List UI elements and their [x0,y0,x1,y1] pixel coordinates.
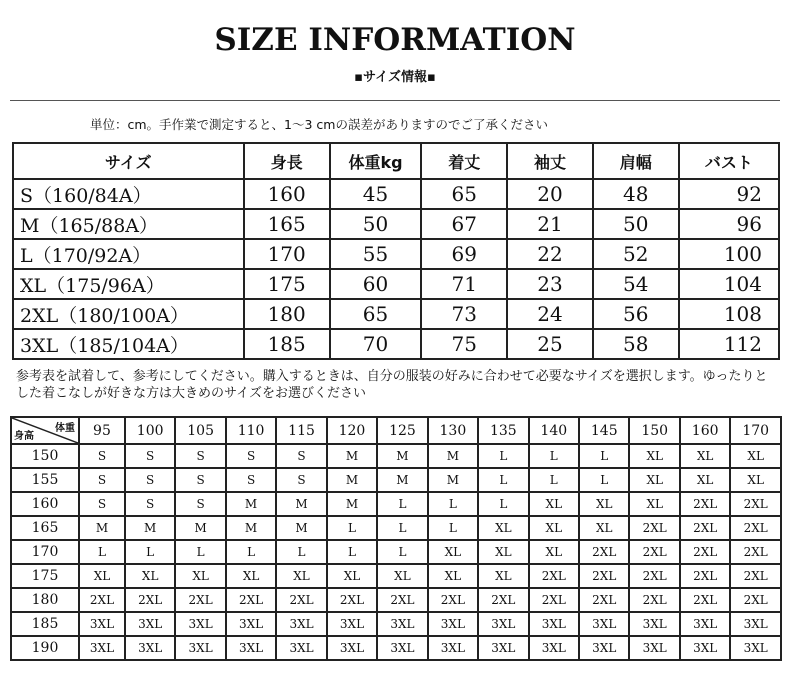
fit-size-cell: L [327,540,377,564]
fit-size-cell: M [428,444,478,468]
fit-size-cell: S [175,468,225,492]
page-title: SIZE INFORMATION [214,22,576,58]
size-table-row [13,239,779,269]
fit-size-cell: L [428,516,478,540]
fit-size-cell: XL [428,564,478,588]
size-value-cell: 20 [507,179,593,209]
fit-size-cell: M [79,516,125,540]
fit-size-cell: S [276,444,326,468]
size-value-cell: 55 [330,239,422,269]
fit-size-cell: 3XL [327,636,377,660]
size-name-cell: XL（175/96A） [13,269,244,299]
fit-size-cell: XL [579,516,629,540]
size-value-cell: 52 [593,239,679,269]
size-value-cell: 60 [330,269,422,299]
size-value-cell: 54 [593,269,679,299]
fit-size-cell: 3XL [125,612,175,636]
fit-size-cell: L [276,540,326,564]
weight-column-header: 95 [79,417,125,444]
fit-size-cell: XL [428,540,478,564]
fit-size-cell: XL [629,444,679,468]
fit-table-row [11,588,781,612]
size-value-cell: 22 [507,239,593,269]
fit-size-cell: M [276,492,326,516]
fit-size-cell: L [175,540,225,564]
weight-column-header: 150 [629,417,679,444]
fit-size-cell: L [428,492,478,516]
fit-size-cell: L [579,468,629,492]
fit-table-row [11,444,781,468]
size-value-cell: 160 [244,179,330,209]
size-value-cell: 71 [421,269,507,299]
fit-table-row [11,540,781,564]
weight-column-header: 145 [579,417,629,444]
fit-size-cell: 3XL [276,636,326,660]
fit-size-cell: 2XL [629,588,679,612]
fit-size-cell: 3XL [680,636,730,660]
weight-column-header: 130 [428,417,478,444]
fit-size-cell: 2XL [680,564,730,588]
size-table-column-header: バスト [679,143,779,179]
fit-size-cell: 2XL [226,588,276,612]
weight-column-header: 170 [730,417,781,444]
size-table [12,142,780,360]
fit-size-cell: 2XL [79,588,125,612]
fit-size-cell: XL [125,564,175,588]
fit-size-cell: 3XL [226,636,276,660]
fit-size-cell: L [579,444,629,468]
size-table-column-header: 肩幅 [593,143,679,179]
fit-size-cell: M [327,444,377,468]
height-row-header: 150 [11,444,79,468]
fit-table-corner [11,417,79,444]
size-table-column-header: 身長 [244,143,330,179]
fit-size-cell: XL [730,444,781,468]
size-value-cell: 45 [330,179,422,209]
size-value-cell: 50 [593,209,679,239]
fit-size-cell: S [226,444,276,468]
size-value-cell: 104 [679,269,779,299]
fitting-note: 参考表を試着して、参考にしてください。購入するときは、自分の服装の好みに合わせて必要なサイズを選択します。ゆったりとした着こなしが好きな方は大きめのサイズをお選びください [16,369,768,401]
fit-size-cell: XL [629,468,679,492]
fit-size-cell: S [79,468,125,492]
fit-size-cell: XL [579,492,629,516]
size-value-cell: 175 [244,269,330,299]
size-value-cell: 165 [244,209,330,239]
weight-column-header: 110 [226,417,276,444]
fit-size-cell: M [377,444,427,468]
fit-size-cell: 3XL [226,612,276,636]
size-value-cell: 56 [593,299,679,329]
fit-size-cell: S [125,444,175,468]
fit-size-cell: M [327,468,377,492]
size-value-cell: 112 [679,329,779,359]
size-value-cell: 100 [679,239,779,269]
fit-size-cell: 3XL [529,612,579,636]
size-value-cell: 69 [421,239,507,269]
fit-size-cell: XL [327,564,377,588]
fit-size-cell: S [276,468,326,492]
size-table-row [13,329,779,359]
fit-size-cell: XL [680,444,730,468]
fit-size-cell: 3XL [730,612,781,636]
size-value-cell: 65 [330,299,422,329]
weight-column-header: 115 [276,417,326,444]
fit-size-cell: 3XL [377,612,427,636]
fit-size-cell: 2XL [478,588,528,612]
fit-size-cell: L [125,540,175,564]
fit-size-cell: 3XL [428,612,478,636]
divider [10,100,780,101]
fit-size-cell: XL [680,468,730,492]
weight-column-header: 120 [327,417,377,444]
size-value-cell: 70 [330,329,422,359]
size-value-cell: 48 [593,179,679,209]
size-value-cell: 96 [679,209,779,239]
fit-size-cell: 2XL [730,540,781,564]
fit-size-cell: 2XL [629,540,679,564]
size-value-cell: 67 [421,209,507,239]
fit-size-cell: 3XL [79,612,125,636]
fit-size-cell: XL [478,516,528,540]
fit-size-cell: 3XL [175,612,225,636]
page-subtitle: ▪サイズ情報▪ [354,70,436,85]
fit-size-cell: 3XL [730,636,781,660]
fit-size-cell: 2XL [428,588,478,612]
fit-size-cell: 2XL [529,588,579,612]
size-table-row [13,209,779,239]
size-table-row [13,269,779,299]
fit-size-cell: 2XL [529,564,579,588]
fit-table-row [11,516,781,540]
size-value-cell: 108 [679,299,779,329]
weight-column-header: 160 [680,417,730,444]
fit-size-cell: M [175,516,225,540]
fit-size-cell: 2XL [276,588,326,612]
height-row-header: 155 [11,468,79,492]
fit-size-cell: S [79,444,125,468]
fit-size-cell: 3XL [125,636,175,660]
fit-size-cell: XL [478,564,528,588]
fit-size-cell: 2XL [377,588,427,612]
fit-size-cell: L [79,540,125,564]
fit-size-cell: XL [529,516,579,540]
fit-size-cell: M [276,516,326,540]
fit-size-cell: L [377,516,427,540]
fit-size-cell: S [125,492,175,516]
fit-size-cell: 2XL [680,540,730,564]
fit-size-cell: XL [629,492,679,516]
size-value-cell: 50 [330,209,422,239]
size-value-cell: 25 [507,329,593,359]
size-value-cell: 75 [421,329,507,359]
fit-size-cell: S [175,444,225,468]
fit-size-cell: 3XL [478,612,528,636]
fit-table-row [11,468,781,492]
fit-size-cell: 3XL [529,636,579,660]
fit-size-cell: 2XL [579,564,629,588]
fit-size-cell: XL [478,540,528,564]
fit-size-cell: XL [730,468,781,492]
fit-size-cell: L [529,444,579,468]
size-table-column-header: サイズ [13,143,244,179]
height-row-header: 175 [11,564,79,588]
fit-size-cell: 3XL [377,636,427,660]
fit-size-cell: M [226,492,276,516]
fit-size-cell: S [226,468,276,492]
fit-table [10,416,782,661]
fit-size-cell: 2XL [680,492,730,516]
fit-size-cell: 3XL [327,612,377,636]
fit-size-cell: 2XL [680,516,730,540]
fit-size-cell: L [327,516,377,540]
fit-size-cell: L [529,468,579,492]
size-value-cell: 23 [507,269,593,299]
height-row-header: 165 [11,516,79,540]
weight-column-header: 100 [125,417,175,444]
corner-height-label: 身高 [14,431,34,442]
fit-table-header [11,417,781,444]
fit-size-cell: 2XL [175,588,225,612]
fit-size-cell: L [377,540,427,564]
fit-size-cell: L [377,492,427,516]
fit-size-cell: 2XL [680,588,730,612]
size-name-cell: M（165/88A） [13,209,244,239]
fit-size-cell: 3XL [79,636,125,660]
fit-size-cell: 3XL [478,636,528,660]
size-table-column-header: 袖丈 [507,143,593,179]
size-name-cell: 3XL（185/104A） [13,329,244,359]
fit-size-cell: L [478,468,528,492]
size-table-row [13,299,779,329]
fit-size-cell: XL [529,492,579,516]
fit-table-row [11,612,781,636]
fit-size-cell: 2XL [730,588,781,612]
corner-weight-label: 体重 [55,423,75,434]
fit-size-cell: L [478,492,528,516]
fit-size-cell: M [428,468,478,492]
fit-size-cell: L [226,540,276,564]
height-row-header: 180 [11,588,79,612]
weight-column-header: 135 [478,417,528,444]
fit-size-cell: 3XL [629,612,679,636]
size-name-cell: L（170/92A） [13,239,244,269]
fit-table-row [11,564,781,588]
fit-size-cell: 3XL [276,612,326,636]
fit-size-cell: S [125,468,175,492]
size-value-cell: 58 [593,329,679,359]
fit-size-cell: 3XL [579,636,629,660]
size-table-row [13,179,779,209]
fit-size-cell: 2XL [579,588,629,612]
height-row-header: 170 [11,540,79,564]
size-value-cell: 21 [507,209,593,239]
fit-size-cell: 2XL [730,492,781,516]
fit-size-cell: S [79,492,125,516]
size-value-cell: 92 [679,179,779,209]
fit-size-cell: M [226,516,276,540]
fit-size-cell: XL [175,564,225,588]
fit-size-cell: 2XL [579,540,629,564]
fit-size-cell: 2XL [629,516,679,540]
size-value-cell: 65 [421,179,507,209]
fit-size-cell: M [327,492,377,516]
fit-size-cell: S [175,492,225,516]
fit-size-cell: 2XL [125,588,175,612]
size-name-cell: S（160/84A） [13,179,244,209]
fit-size-cell: 2XL [730,564,781,588]
fit-size-cell: XL [529,540,579,564]
fit-size-cell: M [377,468,427,492]
size-table-header [13,143,779,179]
weight-column-header: 125 [377,417,427,444]
fit-size-cell: 2XL [629,564,679,588]
height-row-header: 185 [11,612,79,636]
fit-size-cell: M [125,516,175,540]
fit-table-row [11,636,781,660]
height-row-header: 160 [11,492,79,516]
fit-table-row [11,492,781,516]
size-value-cell: 24 [507,299,593,329]
size-value-cell: 185 [244,329,330,359]
size-value-cell: 170 [244,239,330,269]
fit-size-cell: L [478,444,528,468]
fit-size-cell: 3XL [629,636,679,660]
size-table-column-header: 体重kg [330,143,422,179]
height-row-header: 190 [11,636,79,660]
size-table-column-header: 着丈 [421,143,507,179]
size-value-cell: 180 [244,299,330,329]
measurement-note: 単位：cm。手作業で測定すると、1～3 cmの誤差がありますのでご了承ください [90,117,548,132]
fit-size-cell: XL [276,564,326,588]
fit-size-cell: 3XL [579,612,629,636]
weight-column-header: 140 [529,417,579,444]
fit-size-cell: 3XL [680,612,730,636]
fit-size-cell: XL [377,564,427,588]
size-name-cell: 2XL（180/100A） [13,299,244,329]
fit-size-cell: XL [79,564,125,588]
fit-size-cell: 3XL [175,636,225,660]
fit-size-cell: XL [226,564,276,588]
weight-column-header: 105 [175,417,225,444]
size-value-cell: 73 [421,299,507,329]
fit-size-cell: 3XL [428,636,478,660]
fit-size-cell: 2XL [327,588,377,612]
fit-size-cell: 2XL [730,516,781,540]
